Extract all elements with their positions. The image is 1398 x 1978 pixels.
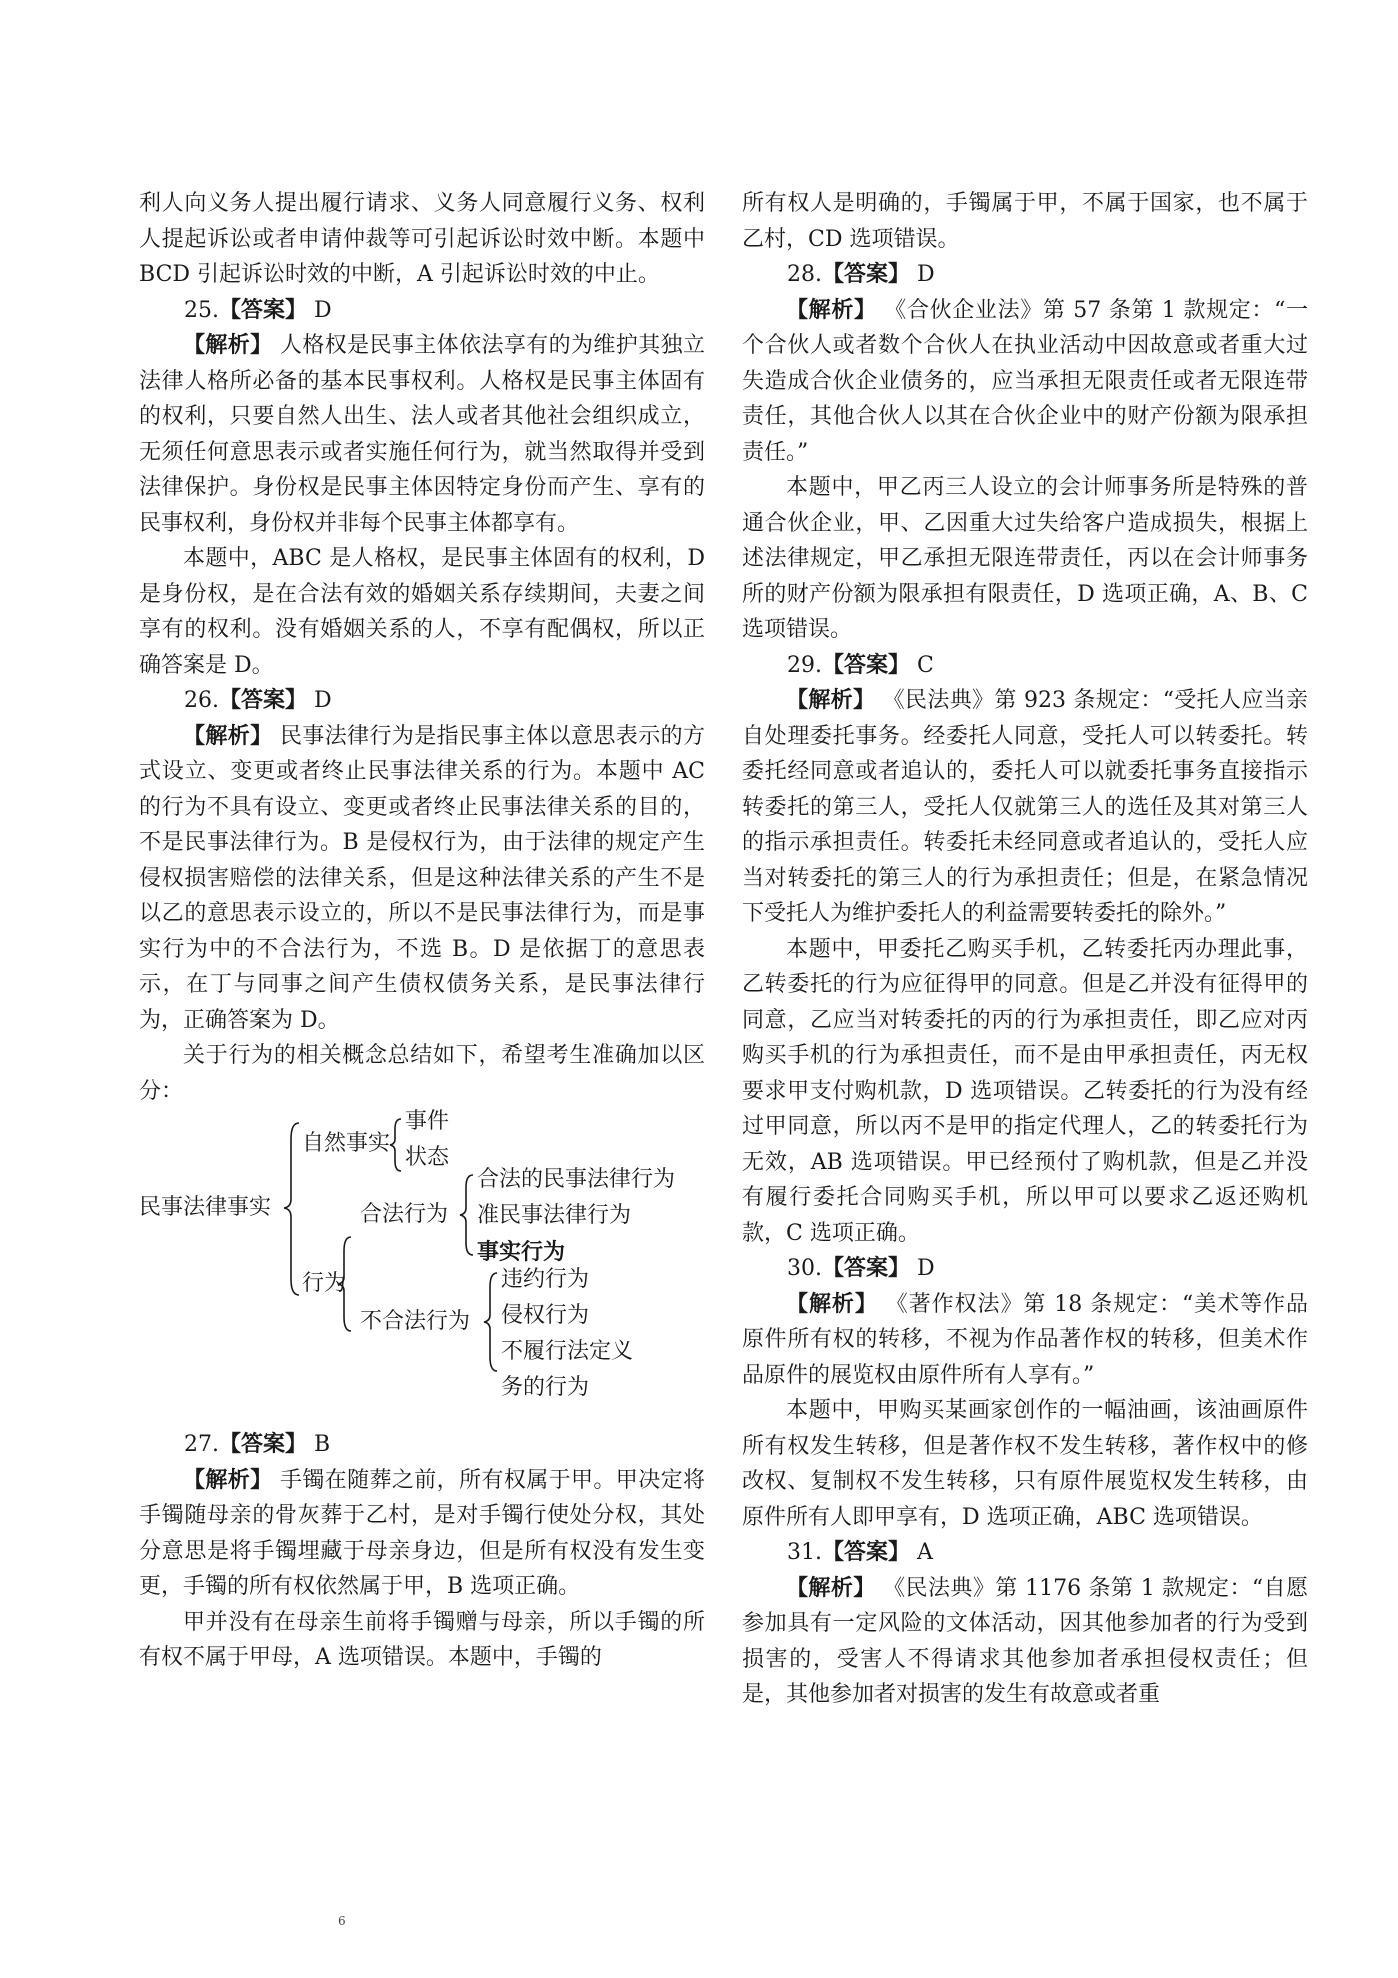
root-brace <box>284 1123 299 1295</box>
paragraph: 关于行为的相关概念总结如下，希望考生准确加以区分： <box>139 1043 705 1104</box>
answer-heading-29: 29.【答案】 C <box>787 652 934 678</box>
paragraph: 本题中，ABC 是人格权，是民事主体固有的权利，D 是身份权，是在合法有效的婚姻关系存续期间，夫妻之间享有的权利。没有婚姻关系的人，不享有配偶权，所以正确答案是 D。 <box>139 546 705 678</box>
paragraph: 利人向义务人提出履行请求、义务人同意履行义务、权利人提起诉讼或者申请仲裁等可引起诉讼时效中断。本题中 BCD 引起诉讼时效的中断，A 引起诉讼时效的中止。 <box>139 191 705 287</box>
tree-natural-facts: 自然事实 <box>302 1131 391 1156</box>
paragraph: 本题中，甲购买某画家创作的一幅油画，该油画原件所有权发生转移，但是著作权不发生转移，著作权中的修改权、复制权不发生转移，只有原件展览权发生转移，由原件所有人即甲享有，D 选项正确，ABC 选项错误。 <box>742 1398 1308 1530</box>
tree-lawful-act: 合法行为 <box>360 1202 449 1227</box>
tree-unlawful-item: 违约行为 <box>501 1267 590 1292</box>
analysis-25: 【解析】 人格权是民事主体依法享有的为维护其独立法律人格所必备的基本民事权利。人格权是民事主体固有的权利，只要自然人出生、法人或者其他社会组织成立，无须任何意思表示或者实施任何行为，就当然取得并受到法律保护。身份权是民事主体因特定身份而产生、享有的民事权利，身份权并非每个民事主体都享有。 <box>139 333 705 536</box>
analysis-27: 【解析】 手镯在随葬之前，所有权属于甲。甲决定将手镯随母亲的骨灰葬于乙村，是对手镯行使处分权，其处分意思是将手镯埋藏于母亲身边，但是所有权没有发生变更，手镯的所有权依然属于甲，B 选项正确。 <box>139 1467 705 1599</box>
tree-unlawful-item: 不履行法定义 <box>501 1339 634 1364</box>
tree-act: 行为 <box>302 1271 347 1296</box>
paragraph: 所有权人是明确的，手镯属于甲，不属于国家，也不属于乙村，CD 选项错误。 <box>742 191 1308 252</box>
analysis-28: 【解析】 《合伙企业法》第 57 条第 1 款规定：“一个合伙人或者数个合伙人在执业活动中因故意或者重大过失造成合伙企业债务的，应当承担无限责任或者无限连带责任，其他合伙人以其在合伙企业中的财产份额为限承担责任。” <box>742 297 1308 465</box>
analysis-30: 【解析】 《著作权法》第 18 条规定：“美术等作品原件所有权的转移，不视为作品著作权的转移，但美术作品原件的展览权由原件所有人享有。” <box>742 1291 1309 1388</box>
lawful-brace <box>460 1175 473 1255</box>
tree-event: 事件 <box>405 1109 450 1134</box>
answer-heading-28: 28.【答案】 D <box>787 262 935 287</box>
answer-heading-26: 26.【答案】 D <box>184 688 332 713</box>
paragraph: 本题中，甲乙丙三人设立的会计师事务所是特殊的普通合伙企业，甲、乙因重大过失给客户造成损失，根据上述法律规定，甲乙承担无限连带责任，丙以在会计师事务所的财产份额为限承担有限责任，D 选项正确，A、B、C 选项错误。 <box>742 475 1308 642</box>
paragraph: 本题中，甲委托乙购买手机，乙转委托丙办理此事，乙转委托的行为应征得甲的同意。但是乙并没有征得甲的同意，乙应当对转委托的丙的行为承担责任，即乙应对丙购买手机的行为承担责任，而不是由甲承担责任，丙无权要求甲支付购机款，D 选项错误。乙转委托的行为没有经过甲同意，所以丙不是甲的指定代理人，乙的转委托行为无效，AB 选项错误。甲已经预付了购机款，但是乙并没有履行委托合同购买手机，所以甲可以要求乙返还购机款，C 选项正确。 <box>742 936 1308 1246</box>
tree-root: 民事法律事实 <box>139 1195 272 1220</box>
paragraph: 甲并没有在母亲生前将手镯赠与母亲，所以手镯的所有权不属于甲母，A 选项错误。本题中，手镯的 <box>139 1609 705 1670</box>
analysis-31: 【解析】 《民法典》第 1176 条第 1 款规定：“自愿参加具有一定风险的文体活动，因其他参加者的行为受到损害的，受害人不得请求其他参加者承担侵权责任；但是，其他参加者对损害的发生有故意或者重 <box>742 1575 1308 1707</box>
answer-heading-25: 25.【答案】 D <box>184 297 332 323</box>
tree-unlawful-item: 务的行为 <box>501 1375 590 1400</box>
unlawful-brace <box>484 1273 497 1371</box>
answer-heading-27: 27.【答案】 B <box>184 1432 331 1457</box>
right-column <box>742 186 1308 1713</box>
analysis-26: 【解析】 民事法律行为是指民事主体以意思表示的方式设立、变更或者终止民事法律关系的行为。本题中 AC 的行为不具有设立、变更或者终止民事法律关系的目的，不是民事法律行为。B 是侵权行为，由于法律的规定产生侵权损害赔偿的法律关系，但是这种法律关系的产生不是以乙的意思表示设立的，所以不是民事法律行为，而是事实行为中的不合法行为，不选 B。D 是依据丁的意思表示，在丁与同事之间产生债权债务关系，是民事法律行为，正确答案为 D。 <box>139 723 705 1033</box>
answer-heading-31: 31.【答案】 A <box>787 1540 933 1565</box>
tree-state: 状态 <box>405 1145 450 1170</box>
legal-facts-classification-tree <box>139 1109 705 1427</box>
tree-lawful-item: 合法的民事法律行为 <box>477 1167 676 1192</box>
natural-brace <box>390 1119 401 1171</box>
answer-heading-30: 30.【答案】 D <box>787 1256 935 1281</box>
tree-unlawful-act: 不合法行为 <box>360 1309 471 1334</box>
tree-lawful-item: 准民事法律行为 <box>477 1203 632 1228</box>
page-number: 6 <box>338 1914 346 1928</box>
left-column <box>139 186 705 1676</box>
tree-lawful-item: 事实行为 <box>477 1239 566 1265</box>
analysis-29: 【解析】 《民法典》第 923 条规定：“受托人应当亲自处理委托事务。经委托人同意，受托人可以转委托。转委托经同意或者追认的，委托人可以就委托事务直接指示转委托的第三人，受托人仅就第三人的选任及其对第三人的指示承担责任。转委托未经同意或者追认的，受托人应当对转委托的第三人的行为承担责任；但是，在紧急情况下受托人为维护委托人的利益需要转委托的除外。” <box>742 688 1308 926</box>
tree-unlawful-item: 侵权行为 <box>501 1303 590 1328</box>
